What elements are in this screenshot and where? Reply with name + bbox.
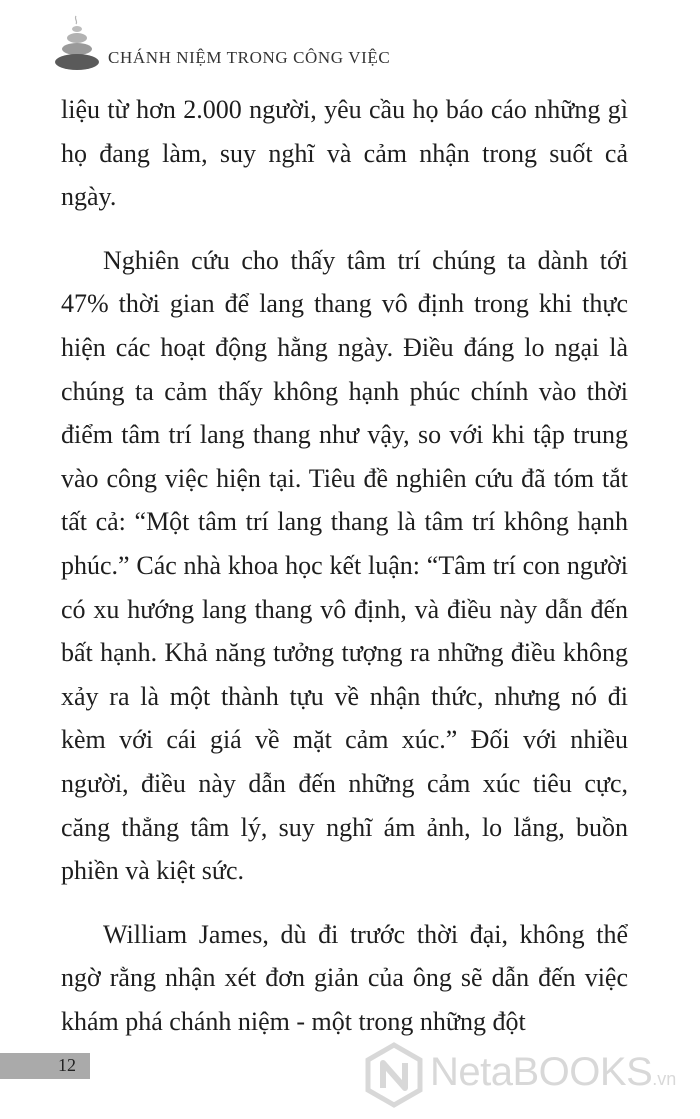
stacked-stones-icon	[52, 14, 102, 74]
netabooks-logo-icon	[364, 1042, 424, 1108]
body-text	[61, 88, 628, 1043]
watermark-suffix: .vn	[652, 1069, 677, 1089]
watermark-text	[430, 1050, 676, 1095]
watermark	[364, 1040, 694, 1110]
paragraph: liệu từ hơn 2.000 người, yêu cầu họ báo cáo những gì họ đang làm, suy nghĩ và cảm nhận trong suốt cả ngày.	[61, 95, 628, 212]
running-title: CHÁNH NIỆM TRONG CÔNG VIỆC	[108, 48, 391, 67]
watermark-brand: NetaBOOKS	[430, 1050, 653, 1094]
page-number: 12	[58, 1055, 76, 1075]
page-header	[52, 14, 652, 74]
page-number-band	[0, 1053, 90, 1079]
paragraph: William James, dù đi trước thời đại, không thể ngờ rằng nhận xét đơn giản của ông sẽ dẫn đến việc khám phá chánh niệm - một trong những đột	[61, 919, 628, 1036]
paragraph: Nghiên cứu cho thấy tâm trí chúng ta dành tới 47% thời gian để lang thang vô định trong khi thực hiện các hoạt động hằng ngày. Điều đáng lo ngại là chúng ta cảm thấy không hạnh phúc chính vào thời điểm tâm trí lang thang như vậy, so với khi tập trung vào công việc hiện tại. Tiêu đề nghiên cứu đã tóm tắt tất cả: “Một tâm trí lang thang là tâm trí không hạnh phúc.” Các nhà khoa học kết luận: “Tâm trí con người có xu hướng lang thang vô định, và điều này dẫn đến bất hạnh. Khả năng tưởng tượng ra những điều không xảy ra là một thành tựu về nhận thức, nhưng nó đi kèm với cái giá về mặt cảm xúc.” Đối với nhiều người, điều này dẫn đến những cảm xúc tiêu cực, căng thẳng tâm lý, suy nghĩ ám ảnh, lo lắng, buồn phiền và kiệt sức.	[61, 245, 628, 886]
